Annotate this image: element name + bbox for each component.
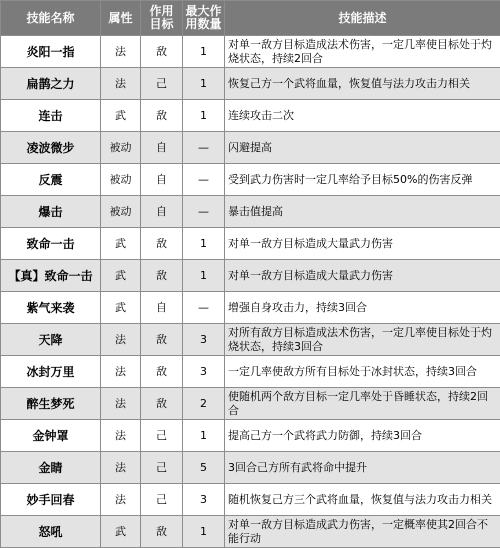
table-row — [1, 324, 500, 356]
skill-attribute: 武 — [101, 228, 141, 260]
skill-count: 3 — [183, 484, 225, 516]
skill-count: 1 — [183, 260, 225, 292]
table-row — [1, 196, 500, 228]
table-row — [1, 100, 500, 132]
skill-description: 使随机两个敌方目标一定几率处于昏睡状态，持续2回合 — [225, 388, 500, 420]
header-description: 技能描述 — [225, 1, 500, 36]
table-row — [1, 36, 500, 68]
table-row — [1, 356, 500, 388]
skill-target: 己 — [141, 484, 183, 516]
skill-description: 对单一敌方目标造成大量武力伤害 — [225, 260, 500, 292]
skill-name: 炎阳一指 — [1, 36, 101, 68]
skill-attribute: 法 — [101, 356, 141, 388]
skill-name: 紫气来袭 — [1, 292, 101, 324]
skill-attribute: 被动 — [101, 196, 141, 228]
table-row — [1, 292, 500, 324]
header-attribute: 属性 — [101, 1, 141, 36]
skill-target: 自 — [141, 164, 183, 196]
table-row — [1, 68, 500, 100]
skill-count: 3 — [183, 324, 225, 356]
skill-name: 【真】致命一击 — [1, 260, 101, 292]
skill-name: 致命一击 — [1, 228, 101, 260]
skill-attribute: 法 — [101, 452, 141, 484]
skill-target: 自 — [141, 132, 183, 164]
table-row — [1, 228, 500, 260]
skill-count: 1 — [183, 36, 225, 68]
skill-attribute: 法 — [101, 388, 141, 420]
skill-target: 敌 — [141, 324, 183, 356]
skill-attribute: 武 — [101, 516, 141, 548]
skill-attribute: 法 — [101, 324, 141, 356]
skill-description: 对单一敌方目标造成大量武力伤害 — [225, 228, 500, 260]
skill-count: — — [183, 292, 225, 324]
table-row — [1, 516, 500, 548]
table-row — [1, 452, 500, 484]
skill-name: 金钟罩 — [1, 420, 101, 452]
skill-count: 1 — [183, 100, 225, 132]
skill-description: 对单一敌方目标造成武力伤害，一定概率使其2回合不能行动 — [225, 516, 500, 548]
skill-attribute: 法 — [101, 68, 141, 100]
skill-description: 连续攻击二次 — [225, 100, 500, 132]
header-max-targets: 最大作用数量 — [183, 1, 225, 36]
skill-name: 反震 — [1, 164, 101, 196]
table-row — [1, 260, 500, 292]
skill-count: — — [183, 132, 225, 164]
table-row — [1, 420, 500, 452]
skill-name: 凌波微步 — [1, 132, 101, 164]
skill-name: 醉生梦死 — [1, 388, 101, 420]
skill-count: 1 — [183, 68, 225, 100]
table-row — [1, 164, 500, 196]
skill-description: 对单一敌方目标造成法术伤害，一定几率使目标处于灼烧状态，持续2回合 — [225, 36, 500, 68]
skill-name: 妙手回春 — [1, 484, 101, 516]
skill-name: 连击 — [1, 100, 101, 132]
skill-count: 3 — [183, 356, 225, 388]
skill-target: 己 — [141, 452, 183, 484]
table-row — [1, 484, 500, 516]
table-row — [1, 388, 500, 420]
skill-description: 随机恢复己方三个武将血量，恢复值与法力攻击力相关 — [225, 484, 500, 516]
skill-count: 2 — [183, 388, 225, 420]
skill-attribute: 被动 — [101, 132, 141, 164]
header-target: 作用目标 — [141, 1, 183, 36]
skill-name: 怒吼 — [1, 516, 101, 548]
skill-description: 一定几率使敌方所有目标处于冰封状态，持续3回合 — [225, 356, 500, 388]
skill-target: 敌 — [141, 388, 183, 420]
skill-target: 敌 — [141, 100, 183, 132]
skill-target: 己 — [141, 68, 183, 100]
skill-attribute: 法 — [101, 36, 141, 68]
skill-description: 提高己方一个武将武力防御，持续3回合 — [225, 420, 500, 452]
skill-description: 3回合己方所有武将命中提升 — [225, 452, 500, 484]
skill-count: 1 — [183, 420, 225, 452]
skill-attribute: 武 — [101, 292, 141, 324]
skill-description: 暴击值提高 — [225, 196, 500, 228]
skill-count: — — [183, 164, 225, 196]
skill-description: 对所有敌方目标造成法术伤害，一定几率使目标处于灼烧状态，持续3回合 — [225, 324, 500, 356]
skill-name: 冰封万里 — [1, 356, 101, 388]
skill-target: 敌 — [141, 516, 183, 548]
skill-attribute: 法 — [101, 484, 141, 516]
skill-name: 爆击 — [1, 196, 101, 228]
skill-description: 受到武力伤害时一定几率给予目标50%的伤害反弹 — [225, 164, 500, 196]
skill-target: 敌 — [141, 36, 183, 68]
skill-attribute: 法 — [101, 420, 141, 452]
skill-name: 天降 — [1, 324, 101, 356]
skill-count: 1 — [183, 516, 225, 548]
table-row — [1, 132, 500, 164]
skill-count: 5 — [183, 452, 225, 484]
skill-description: 闪避提高 — [225, 132, 500, 164]
skill-target: 敌 — [141, 260, 183, 292]
skill-count: — — [183, 196, 225, 228]
skill-description: 恢复己方一个武将血量，恢复值与法力攻击力相关 — [225, 68, 500, 100]
skill-name: 金睛 — [1, 452, 101, 484]
skill-target: 敌 — [141, 228, 183, 260]
skill-attribute: 武 — [101, 100, 141, 132]
skill-target: 敌 — [141, 356, 183, 388]
skill-attribute: 被动 — [101, 164, 141, 196]
header-skill-name: 技能名称 — [1, 1, 101, 36]
skill-target: 自 — [141, 196, 183, 228]
skill-name: 扁鹊之力 — [1, 68, 101, 100]
skill-attribute: 武 — [101, 260, 141, 292]
skill-description: 增强自身攻击力，持续3回合 — [225, 292, 500, 324]
table-header-row — [1, 1, 500, 36]
skill-target: 自 — [141, 292, 183, 324]
skill-count: 1 — [183, 228, 225, 260]
skill-target: 己 — [141, 420, 183, 452]
